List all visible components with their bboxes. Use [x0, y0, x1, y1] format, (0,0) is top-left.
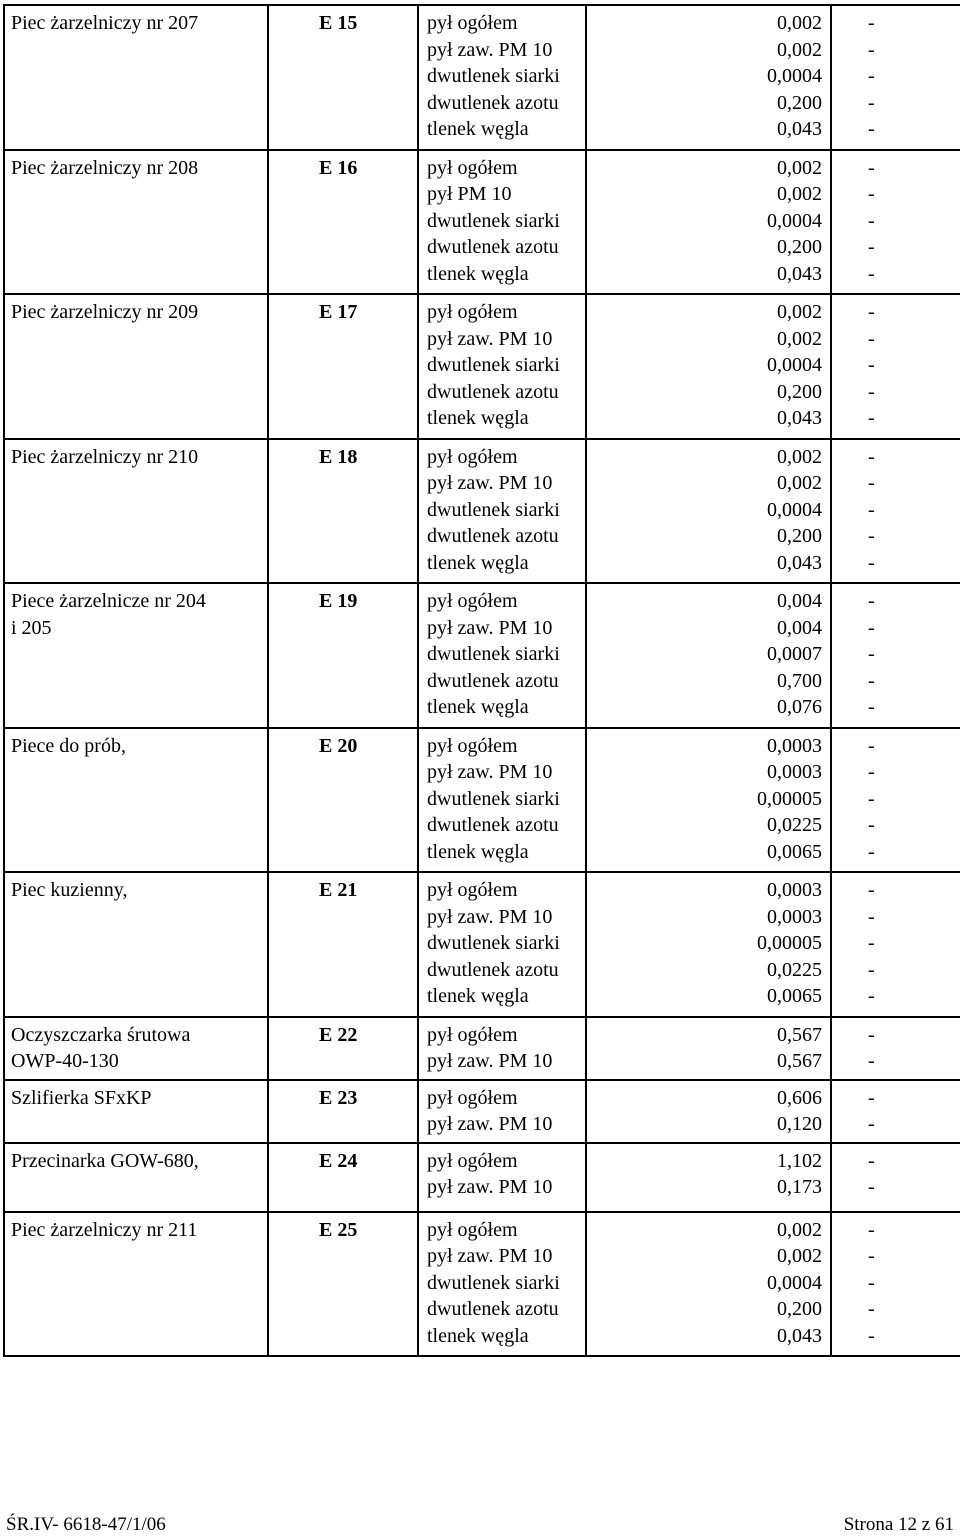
value-cell [586, 583, 831, 728]
source-cell [4, 5, 268, 150]
limit-value: - [868, 1149, 875, 1172]
limit-value: - [868, 1023, 875, 1046]
limit-value: - [868, 590, 875, 612]
emission-value: 0,043 [777, 262, 822, 285]
emission-value: 0,0003 [767, 734, 822, 757]
source-cell [4, 1080, 268, 1143]
source-name: Piec żarzelniczy nr 211 [11, 1218, 198, 1241]
emission-value: 0,0065 [767, 985, 822, 1007]
emission-value: 1,102 [777, 1149, 822, 1172]
document-reference: ŚR.IV- 6618-47/1/06 [6, 1514, 166, 1535]
limit-value: - [868, 183, 875, 205]
pollutant-name: dwutlenek azotu [427, 380, 559, 403]
pollutant-name: pył zaw. PM 10 [427, 1113, 553, 1135]
emission-value: 0,0004 [767, 209, 822, 232]
limit-value: - [868, 643, 875, 665]
source-name: Piece do prób, [11, 734, 126, 757]
source-name: Oczyszczarka śrutowa [11, 1023, 191, 1046]
emitter-cell [268, 583, 418, 728]
pollutant-name: dwutlenek siarki [427, 209, 560, 232]
emission-value: 0,173 [777, 1176, 822, 1198]
emission-value: 0,004 [777, 590, 822, 612]
emission-value: 0,002 [777, 301, 822, 323]
emitter-code: E 16 [319, 156, 358, 179]
pollutant-name: pył ogółem [427, 301, 518, 323]
emission-value: 0,002 [777, 1245, 822, 1267]
pollutant-name: tlenek węgla [427, 262, 529, 285]
value-cell [586, 439, 831, 584]
limit-value: - [868, 262, 875, 285]
table-row [4, 5, 960, 150]
emission-value: 0,200 [777, 1298, 822, 1320]
emission-table [3, 4, 960, 1357]
emitter-code: E 17 [319, 301, 358, 323]
emission-value: 0,076 [777, 696, 822, 718]
limit-cell [831, 5, 960, 150]
limit-value: - [868, 301, 875, 323]
limit-value: - [868, 525, 875, 547]
pollutant-name: tlenek węgla [427, 1324, 529, 1347]
limit-value: - [868, 472, 875, 494]
table-row [4, 1017, 960, 1080]
source-name: Piec żarzelniczy nr 209 [11, 301, 199, 323]
emission-value: 0,0003 [767, 761, 822, 783]
value-cell [586, 294, 831, 439]
emission-value: 0,002 [777, 472, 822, 494]
limit-cell [831, 1143, 960, 1212]
value-cell [586, 1017, 831, 1080]
emitter-code: E 19 [319, 590, 358, 612]
emitter-cell [268, 872, 418, 1017]
table-row [4, 1080, 960, 1143]
emission-table-body [4, 5, 960, 1356]
emission-value: 0,002 [777, 38, 822, 61]
pollutant-name: pył zaw. PM 10 [427, 616, 553, 639]
emitter-cell [268, 150, 418, 295]
emission-value: 0,043 [777, 551, 822, 574]
limit-value: - [868, 1298, 875, 1320]
limit-cell [831, 583, 960, 728]
emission-value: 0,0003 [767, 905, 822, 928]
table-row [4, 583, 960, 728]
emission-value: 0,0004 [767, 1271, 822, 1294]
emitter-code: E 23 [319, 1086, 358, 1109]
limit-value: - [868, 354, 875, 376]
pollutant-name: pył zaw. PM 10 [427, 472, 553, 494]
limit-value: - [868, 38, 875, 61]
source-cell [4, 872, 268, 1017]
limit-value: - [868, 696, 875, 718]
pollutant-name: dwutlenek azotu [427, 91, 559, 114]
pollutant-cell [418, 1212, 586, 1357]
emission-value: 0,0065 [767, 840, 822, 863]
emitter-code: E 20 [319, 734, 358, 757]
emitter-cell [268, 1212, 418, 1357]
limit-value: - [868, 761, 875, 783]
pollutant-cell [418, 728, 586, 873]
limit-value: - [868, 445, 875, 468]
source-name: OWP-40-130 [11, 1050, 119, 1072]
emitter-cell [268, 1017, 418, 1080]
pollutant-name: dwutlenek siarki [427, 1271, 560, 1294]
limit-value: - [868, 498, 875, 521]
emission-value: 0,043 [777, 118, 822, 140]
emitter-code: E 18 [319, 445, 358, 468]
limit-value: - [868, 905, 875, 928]
emission-value: 0,0225 [767, 814, 822, 836]
emitter-code: E 21 [319, 879, 358, 901]
pollutant-name: pył ogółem [427, 1149, 518, 1172]
limit-value: - [868, 209, 875, 232]
limit-value: - [868, 958, 875, 981]
emission-value: 0,567 [777, 1023, 822, 1046]
limit-value: - [868, 118, 875, 140]
emission-value: 0,002 [777, 1218, 822, 1241]
source-name: i 205 [11, 616, 52, 639]
value-cell [586, 150, 831, 295]
pollutant-name: pył ogółem [427, 12, 518, 34]
pollutant-cell [418, 150, 586, 295]
emission-value: 0,004 [777, 616, 822, 639]
pollutant-name: pył zaw. PM 10 [427, 761, 553, 783]
limit-value: - [868, 932, 875, 954]
emitter-code: E 25 [319, 1218, 358, 1241]
limit-value: - [868, 669, 875, 692]
table-row [4, 1212, 960, 1357]
limit-cell [831, 872, 960, 1017]
limit-cell [831, 1017, 960, 1080]
value-cell [586, 1080, 831, 1143]
emission-value: 0,0007 [767, 643, 822, 665]
pollutant-cell [418, 5, 586, 150]
source-cell [4, 150, 268, 295]
limit-cell [831, 1212, 960, 1357]
emission-value: 0,002 [777, 327, 822, 350]
emission-value: 0,002 [777, 12, 822, 34]
limit-value: - [868, 1271, 875, 1294]
pollutant-cell [418, 583, 586, 728]
table-row [4, 872, 960, 1017]
pollutant-name: tlenek węgla [427, 118, 529, 140]
limit-value: - [868, 327, 875, 350]
pollutant-name: pył zaw. PM 10 [427, 1050, 553, 1072]
pollutant-cell [418, 1080, 586, 1143]
emitter-cell [268, 1080, 418, 1143]
pollutant-cell [418, 439, 586, 584]
emission-value: 0,002 [777, 445, 822, 468]
source-name: Piec żarzelniczy nr 208 [11, 156, 199, 179]
table-row [4, 728, 960, 873]
limit-value: - [868, 407, 875, 429]
emission-value: 0,200 [777, 525, 822, 547]
pollutant-cell [418, 872, 586, 1017]
limit-value: - [868, 1176, 875, 1198]
pollutant-name: pył PM 10 [427, 183, 512, 205]
table-row [4, 1143, 960, 1212]
emission-value: 0,002 [777, 183, 822, 205]
page-footer [6, 1514, 954, 1536]
pollutant-name: dwutlenek azotu [427, 958, 559, 981]
emission-value: 0,200 [777, 91, 822, 114]
pollutant-name: pył ogółem [427, 156, 518, 179]
pollutant-name: tlenek węgla [427, 985, 529, 1007]
limit-value: - [868, 985, 875, 1007]
emitter-cell [268, 1143, 418, 1212]
limit-value: - [868, 380, 875, 403]
limit-value: - [868, 734, 875, 757]
pollutant-name: tlenek węgla [427, 551, 529, 574]
limit-cell [831, 439, 960, 584]
source-name: Szlifierka SFxKP [11, 1086, 152, 1109]
pollutant-name: dwutlenek azotu [427, 525, 559, 547]
emission-value: 0,120 [777, 1113, 822, 1135]
limit-value: - [868, 156, 875, 179]
pollutant-name: pył zaw. PM 10 [427, 905, 553, 928]
pollutant-name: pył ogółem [427, 1218, 518, 1241]
emission-value: 0,567 [777, 1050, 822, 1072]
value-cell [586, 728, 831, 873]
value-cell [586, 1143, 831, 1212]
emission-value: 0,0004 [767, 498, 822, 521]
emission-value: 0,0004 [767, 354, 822, 376]
pollutant-name: dwutlenek azotu [427, 814, 559, 836]
limit-cell [831, 1080, 960, 1143]
emitter-code: E 24 [319, 1149, 358, 1172]
source-cell [4, 294, 268, 439]
emission-value: 0,0225 [767, 958, 822, 981]
source-name: Przecinarka GOW-680, [11, 1149, 199, 1172]
pollutant-name: pył ogółem [427, 1086, 518, 1109]
pollutant-name: dwutlenek azotu [427, 669, 559, 692]
limit-cell [831, 728, 960, 873]
limit-value: - [868, 1218, 875, 1241]
limit-value: - [868, 879, 875, 901]
emission-value: 0,00005 [757, 787, 822, 810]
limit-value: - [868, 1113, 875, 1135]
emission-value: 0,00005 [757, 932, 822, 954]
pollutant-name: tlenek węgla [427, 840, 529, 863]
value-cell [586, 1212, 831, 1357]
pollutant-name: pył ogółem [427, 590, 518, 612]
emission-value: 0,043 [777, 1324, 822, 1347]
pollutant-name: pył ogółem [427, 879, 518, 901]
source-name: Piec żarzelniczy nr 207 [11, 12, 199, 34]
source-name: Piec kuzienny, [11, 879, 128, 901]
pollutant-name: dwutlenek azotu [427, 236, 559, 258]
table-row [4, 294, 960, 439]
limit-value: - [868, 787, 875, 810]
pollutant-name: dwutlenek azotu [427, 1298, 559, 1320]
source-cell [4, 583, 268, 728]
pollutant-name: dwutlenek siarki [427, 643, 560, 665]
source-cell [4, 1017, 268, 1080]
limit-value: - [868, 236, 875, 258]
pollutant-name: pył ogółem [427, 1023, 518, 1046]
pollutant-name: pył zaw. PM 10 [427, 1176, 553, 1198]
limit-value: - [868, 1245, 875, 1267]
pollutant-name: pył zaw. PM 10 [427, 1245, 553, 1267]
source-name: Piece żarzelnicze nr 204 [11, 590, 206, 612]
limit-value: - [868, 1050, 875, 1072]
source-cell [4, 439, 268, 584]
limit-cell [831, 294, 960, 439]
pollutant-cell [418, 1143, 586, 1212]
emission-value: 0,700 [777, 669, 822, 692]
page-number: Strona 12 z 61 [843, 1514, 954, 1535]
limit-value: - [868, 12, 875, 34]
pollutant-name: pył zaw. PM 10 [427, 38, 553, 61]
limit-cell [831, 150, 960, 295]
source-cell [4, 728, 268, 873]
emission-value: 0,0003 [767, 879, 822, 901]
pollutant-name: dwutlenek siarki [427, 65, 560, 87]
emission-value: 0,606 [777, 1086, 822, 1109]
emitter-cell [268, 294, 418, 439]
value-cell [586, 5, 831, 150]
pollutant-cell [418, 1017, 586, 1080]
limit-value: - [868, 91, 875, 114]
pollutant-name: tlenek węgla [427, 407, 529, 429]
limit-value: - [868, 1086, 875, 1109]
pollutant-name: dwutlenek siarki [427, 787, 560, 810]
limit-value: - [868, 616, 875, 639]
limit-value: - [868, 1324, 875, 1347]
emitter-code: E 15 [319, 12, 358, 34]
pollutant-name: dwutlenek siarki [427, 932, 560, 954]
source-cell [4, 1212, 268, 1357]
pollutant-name: pył ogółem [427, 734, 518, 757]
limit-value: - [868, 551, 875, 574]
pollutant-name: dwutlenek siarki [427, 498, 560, 521]
pollutant-name: pył zaw. PM 10 [427, 327, 553, 350]
emitter-cell [268, 728, 418, 873]
emission-value: 0,002 [777, 156, 822, 179]
emission-value: 0,0004 [767, 65, 822, 87]
pollutant-cell [418, 294, 586, 439]
source-name: Piec żarzelniczy nr 210 [11, 445, 199, 468]
limit-value: - [868, 65, 875, 87]
pollutant-name: dwutlenek siarki [427, 354, 560, 376]
table-row [4, 150, 960, 295]
emitter-cell [268, 439, 418, 584]
emitter-cell [268, 5, 418, 150]
table-row [4, 439, 960, 584]
emission-value: 0,200 [777, 380, 822, 403]
emission-value: 0,200 [777, 236, 822, 258]
emitter-code: E 22 [319, 1023, 358, 1046]
limit-value: - [868, 840, 875, 863]
pollutant-name: pył ogółem [427, 445, 518, 468]
limit-value: - [868, 814, 875, 836]
value-cell [586, 872, 831, 1017]
emission-value: 0,043 [777, 407, 822, 429]
source-cell [4, 1143, 268, 1212]
pollutant-name: tlenek węgla [427, 696, 529, 718]
